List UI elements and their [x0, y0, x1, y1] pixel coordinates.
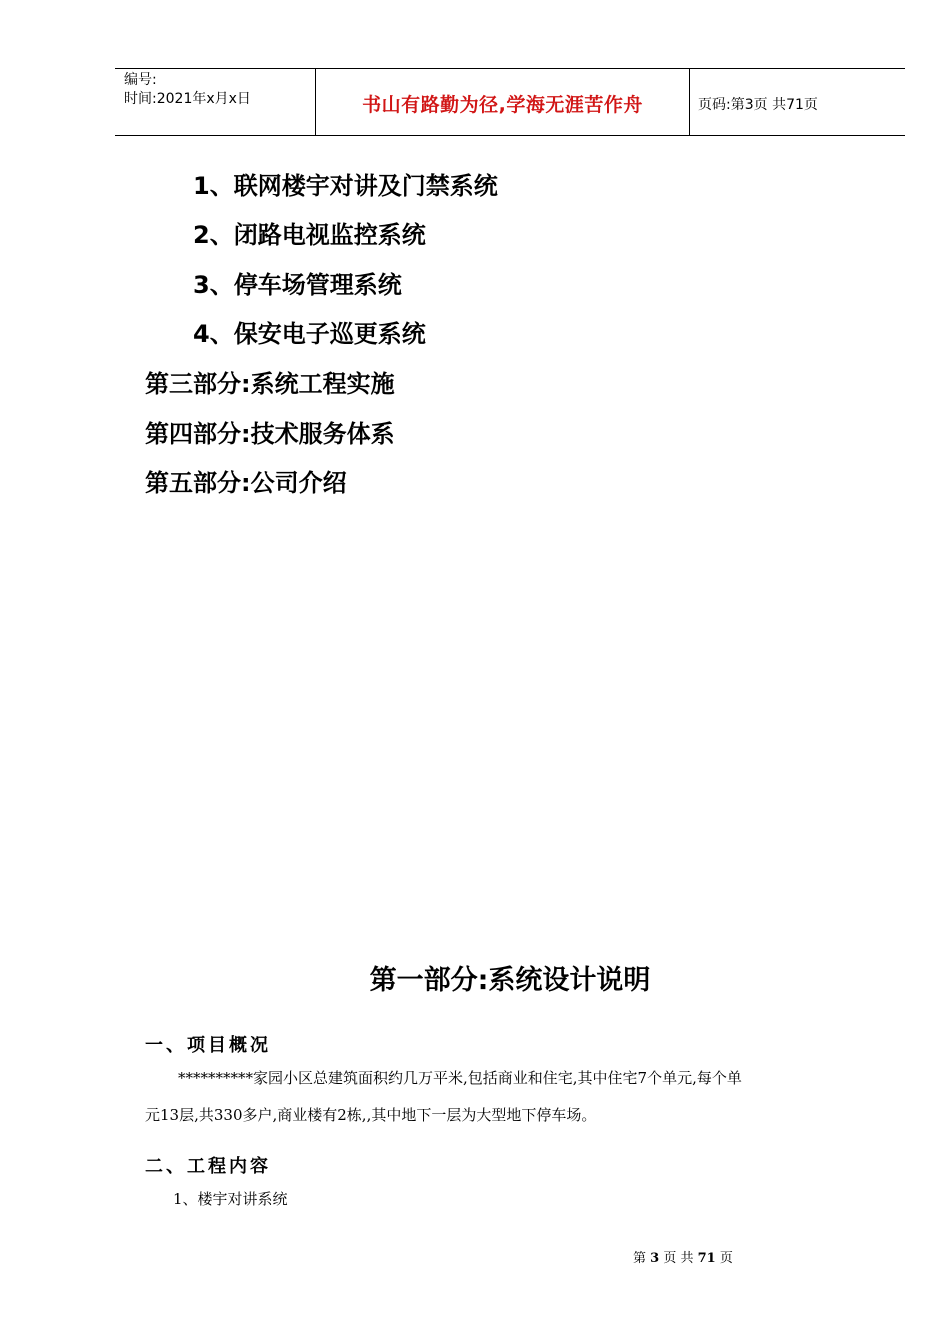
footer-total-pages: 71 — [697, 1251, 716, 1266]
footer-page-number: 3 — [650, 1251, 660, 1266]
header-page-label: 页码:第3页 共71页 — [698, 97, 818, 113]
header-time-label: 时间:2021年x月x日 — [124, 91, 251, 107]
toc-part: 第四部分:技术服务体系 — [145, 420, 395, 448]
header-divider-right — [689, 69, 690, 136]
header-motto: 书山有路勤为径,学海无涯苦作舟 — [362, 94, 643, 116]
paragraph-line: 元13层,共330多户,商业楼有2栋,,其中地下一层为大型地下停车场。 — [145, 1106, 597, 1124]
toc-item: 3、停车场管理系统 — [193, 271, 402, 299]
toc-part: 第三部分:系统工程实施 — [145, 370, 395, 398]
footer-prefix: 第 — [633, 1251, 647, 1266]
toc-item: 1、联网楼宇对讲及门禁系统 — [193, 172, 498, 200]
list-item: 1、楼宇对讲系统 — [173, 1190, 288, 1208]
section-heading: 二、工程内容 — [145, 1156, 271, 1177]
section-heading: 一、项目概况 — [145, 1035, 271, 1056]
paragraph-line: **********家园小区总建筑面积约几万平米,包括商业和住宅,其中住宅7个单元,每个单 — [178, 1069, 742, 1087]
header-bottom-rule — [115, 135, 905, 136]
part-title: 第一部分:系统设计说明 — [369, 965, 651, 996]
toc-item: 2、闭路电视监控系统 — [193, 221, 426, 249]
footer-suffix: 页 — [719, 1251, 733, 1266]
footer-middle: 页 共 — [663, 1251, 694, 1266]
header-number-label: 编号: — [124, 72, 157, 88]
toc-part: 第五部分:公司介绍 — [145, 469, 347, 497]
page-footer — [633, 1247, 733, 1266]
header-top-rule — [115, 68, 905, 69]
header-info — [124, 71, 251, 109]
toc-item: 4、保安电子巡更系统 — [193, 320, 426, 348]
